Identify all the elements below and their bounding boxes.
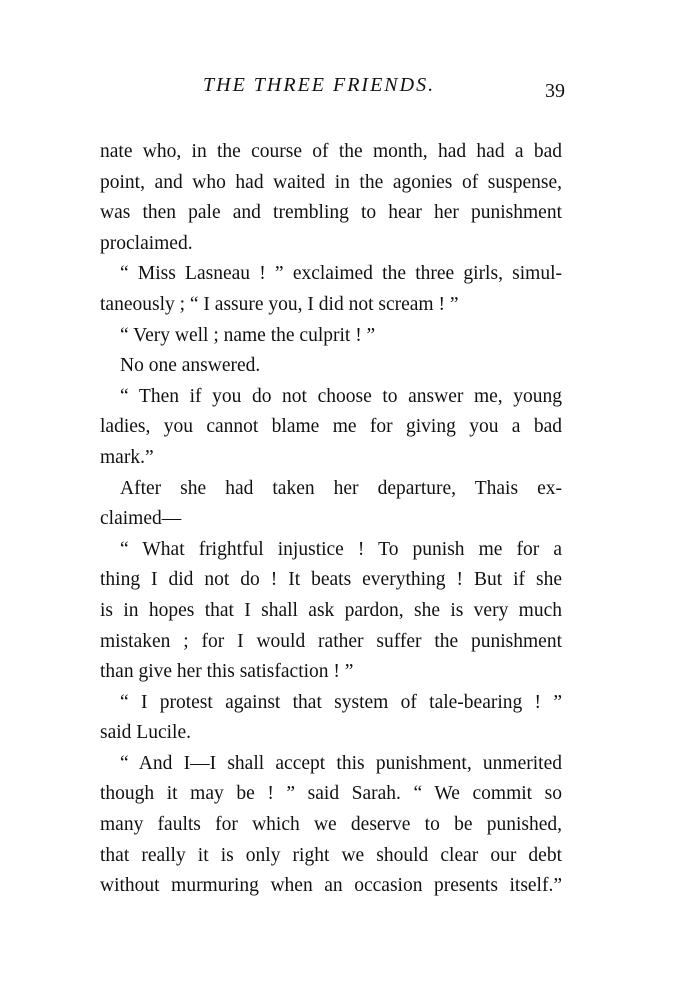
text-line: “ What frightful injustice ! To punish me for a [120,538,562,560]
text-line: proclaimed. [100,232,193,254]
text-line: ladies, you cannot blame me for giving you a bad [100,416,562,438]
text-line: “ Then if you do not choose to answer me, young [120,385,562,407]
running-title: THE THREE FRIENDS. [203,74,436,96]
text-line: thing I did not do ! It beats everything ! But if she [100,569,562,591]
text-line: “ Very well ; name the culprit ! ” [120,324,376,346]
text-line: mark.” [100,446,154,468]
text-line: though it may be ! ” said Sarah. “ We commit so [100,783,562,805]
text-line: that really it is only right we should clear our debt [100,844,562,866]
page-number: 39 [545,80,565,102]
text-line: point, and who had waited in the agonies of suspense, [100,171,562,193]
running-header [100,74,565,104]
text-line: “ And I—I shall accept this punishment, unmerited [120,752,562,774]
text-line: “ Miss Lasneau ! ” exclaimed the three girls, simul- [120,263,562,285]
text-line: said Lucile. [100,722,191,744]
text-line: is in hopes that I shall ask pardon, she is very much [100,599,562,621]
text-line: “ I protest against that system of tale-bearing ! ” [120,691,562,713]
text-line: was then pale and trembling to hear her punishment [100,202,562,224]
text-line: nate who, in the course of the month, had had a bad [100,141,562,162]
text-line: After she had taken her departure, Thais ex- [120,477,562,499]
text-line: claimed— [100,508,182,530]
text-line: many faults for which we deserve to be punished, [100,814,562,836]
text-line: mistaken ; for I would rather suffer the punishment [100,630,562,652]
text-line: without murmuring when an occasion presents itself.” [100,875,562,897]
body-text [100,137,562,902]
text-line: than give her this satisfaction ! ” [100,661,354,683]
text-line: taneously ; “ I assure you, I did not scream ! ” [100,293,459,315]
text-line: No one answered. [120,355,261,377]
